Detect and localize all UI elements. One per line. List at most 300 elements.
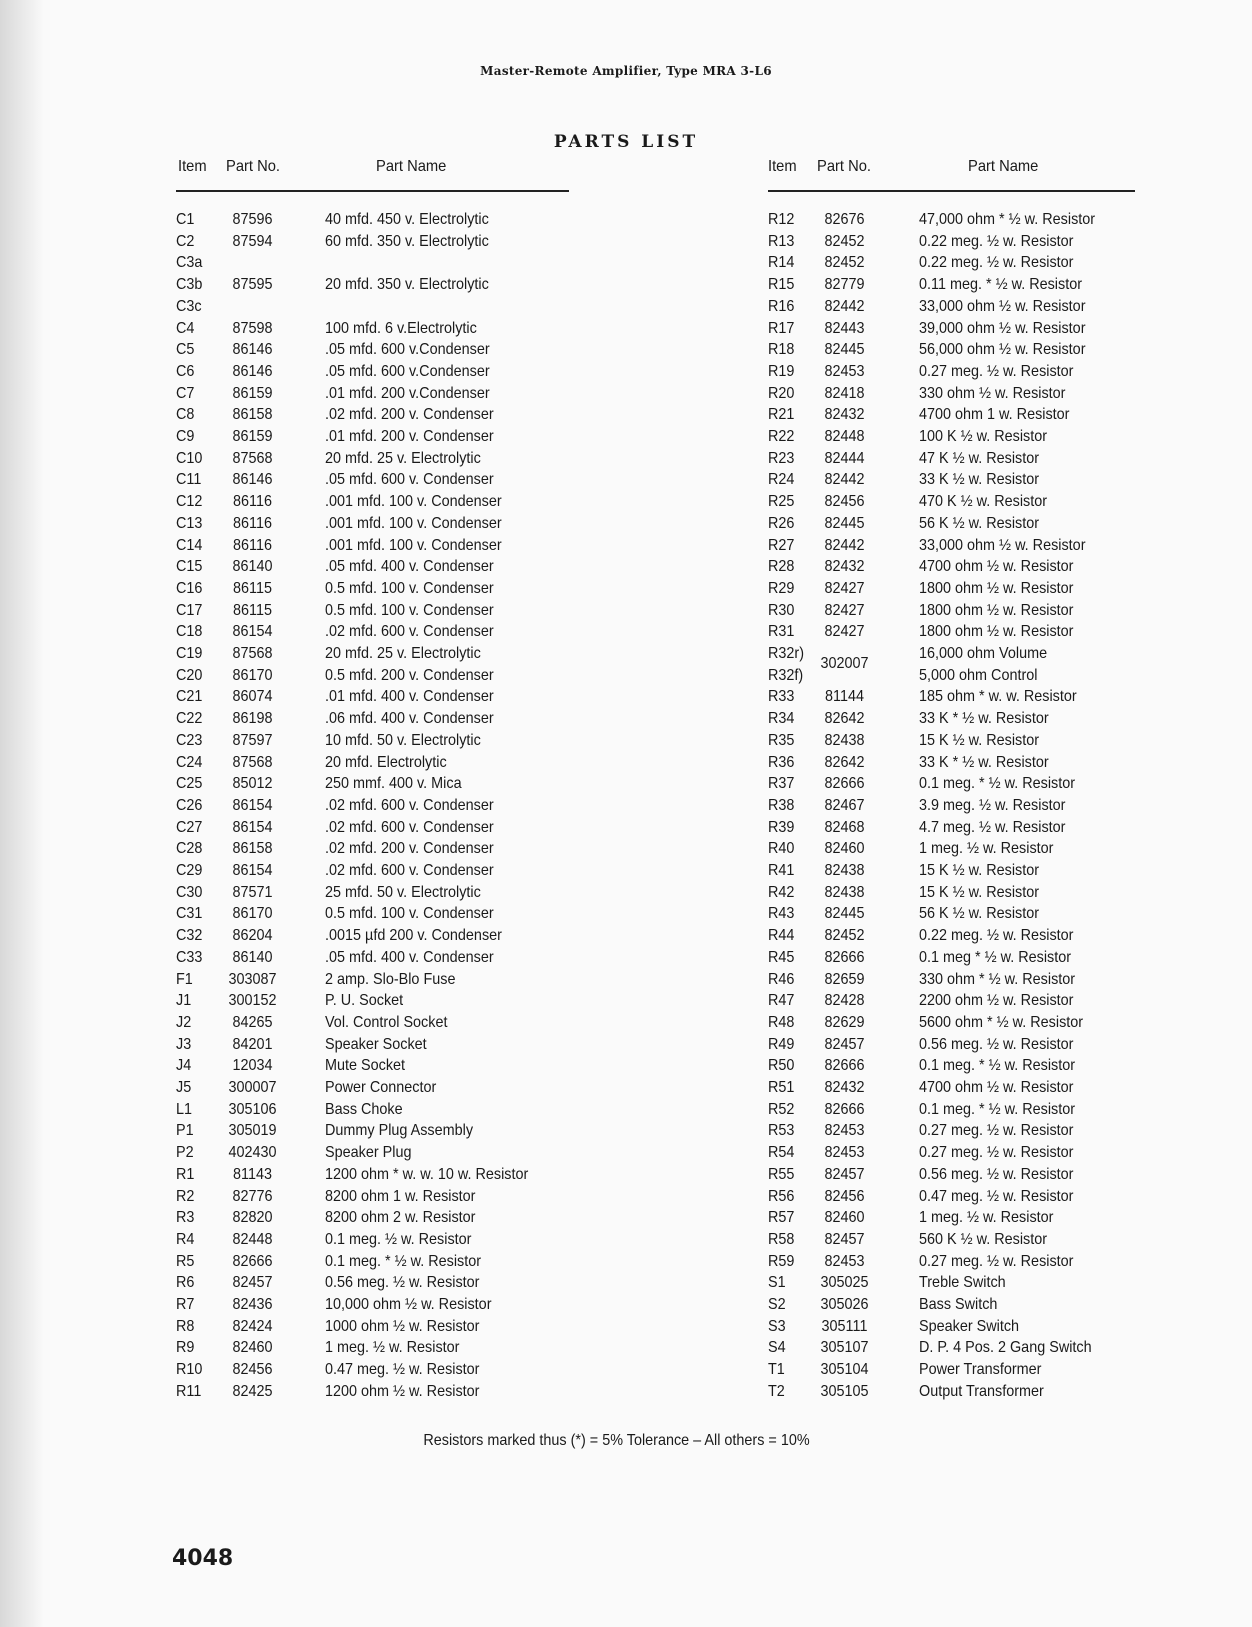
part-name: 1000 ohm ½ w. Resistor (325, 1317, 480, 1335)
item-code: J1 (176, 992, 192, 1010)
part-number: 86116 (233, 514, 272, 532)
part-name: 0.27 meg. ½ w. Resistor (919, 1252, 1074, 1270)
part-name: 0.27 meg. ½ w. Resistor (919, 1144, 1074, 1162)
part-number: 82779 (824, 276, 865, 294)
document-title: PARTS LIST (553, 132, 699, 152)
part-name: 330 ohm ½ w. Resistor (919, 384, 1066, 402)
part-number: 86146 (232, 471, 273, 489)
part-number: 82666 (824, 948, 865, 966)
part-name: Power Transformer (919, 1361, 1042, 1379)
part-name: 25 mfd. 50 v. Electrolytic (325, 883, 481, 901)
part-name: 33 K * ½ w. Resistor (919, 710, 1049, 728)
item-code: R23 (768, 449, 795, 467)
item-code: R8 (176, 1317, 195, 1335)
part-number: 82428 (824, 992, 865, 1010)
part-number: 82642 (824, 710, 865, 728)
part-number: 84201 (232, 1035, 273, 1053)
part-name: 5,000 ohm Control (919, 666, 1038, 684)
part-number: 82442 (824, 471, 865, 489)
item-code: C33 (176, 948, 203, 966)
right-header-item: Item (768, 158, 797, 175)
item-code: C22 (176, 710, 203, 728)
part-name: 1200 ohm ½ w. Resistor (325, 1382, 480, 1400)
part-name: 185 ohm * w. w. Resistor (919, 688, 1077, 706)
item-code: R43 (768, 905, 795, 923)
part-number: 86198 (232, 710, 273, 728)
part-number: 82629 (824, 1013, 865, 1031)
part-name: Treble Switch (919, 1274, 1006, 1292)
item-code: R5 (176, 1252, 195, 1270)
part-name: .01 mfd. 200 v. Condenser (325, 428, 494, 445)
item-code: R27 (768, 536, 795, 554)
item-code: R24 (768, 471, 795, 489)
part-name: 15 K ½ w. Resistor (919, 862, 1040, 879)
part-number: 82456 (824, 493, 865, 511)
part-name: .02 mfd. 200 v. Condenser (325, 840, 494, 858)
part-number: 82427 (824, 623, 865, 641)
part-number: 305019 (228, 1122, 277, 1140)
part-number: 86115 (233, 579, 272, 597)
part-number: 305026 (820, 1296, 869, 1313)
part-name: 20 mfd. Electrolytic (325, 753, 447, 771)
part-name: 20 mfd. 350 v. Electrolytic (325, 276, 489, 294)
part-name: 0.56 meg. ½ w. Resistor (919, 1035, 1074, 1053)
item-code: R10 (176, 1361, 203, 1379)
part-number: 82453 (824, 1252, 865, 1270)
part-name: 0.47 meg. ½ w. Resistor (919, 1187, 1074, 1205)
part-name: 470 K ½ w. Resistor (919, 493, 1048, 511)
part-name: 0.22 meg. ½ w. Resistor (919, 927, 1074, 945)
part-number: 87595 (232, 276, 273, 294)
item-code: J3 (176, 1035, 192, 1053)
item-code: S2 (768, 1296, 786, 1313)
part-name: 20 mfd. 25 v. Electrolytic (325, 449, 481, 467)
item-code: R31 (768, 623, 795, 641)
part-name: 5600 ohm * ½ w. Resistor (919, 1013, 1084, 1031)
item-code: R28 (768, 558, 795, 576)
part-name: .0015 µfd 200 v. Condenser (325, 927, 502, 945)
item-code: C13 (176, 514, 203, 532)
part-name: 0.56 meg. ½ w. Resistor (919, 1165, 1074, 1183)
part-name: 56 K ½ w. Resistor (919, 514, 1040, 532)
part-name: Bass Choke (325, 1100, 403, 1118)
scan-edge-shadow (0, 0, 44, 1627)
item-code: R42 (768, 883, 795, 901)
part-number: 82666 (824, 1057, 865, 1075)
part-number: 86146 (232, 341, 273, 359)
part-name: 100 K ½ w. Resistor (919, 428, 1048, 445)
item-code: R21 (768, 406, 795, 424)
part-name: .05 mfd. 600 v.Condenser (325, 341, 490, 359)
part-name: 56,000 ohm ½ w. Resistor (919, 341, 1086, 359)
part-name: .01 mfd. 400 v. Condenser (325, 688, 494, 706)
part-number: 305105 (820, 1382, 869, 1400)
item-code: C18 (176, 623, 203, 641)
part-number: 82820 (232, 1209, 273, 1227)
part-name: 33,000 ohm ½ w. Resistor (919, 297, 1086, 315)
part-name: Speaker Socket (325, 1035, 427, 1053)
part-number: 305025 (820, 1274, 869, 1292)
item-code: R13 (768, 232, 795, 250)
item-code: C4 (176, 319, 195, 337)
item-code: R54 (768, 1144, 795, 1162)
part-number: 86154 (232, 623, 273, 641)
item-code: C3c (176, 297, 202, 315)
item-code: R20 (768, 384, 795, 402)
part-number: 82452 (824, 254, 865, 272)
part-name: .02 mfd. 200 v. Condenser (325, 406, 494, 424)
part-number: 87597 (232, 731, 273, 749)
left-header-rule (176, 190, 569, 192)
item-code: R37 (768, 775, 795, 793)
item-code: C10 (176, 449, 203, 467)
part-name: 1 meg. ½ w. Resistor (919, 840, 1054, 858)
item-code: S1 (768, 1274, 786, 1292)
part-number: 86116 (233, 536, 272, 554)
part-name: .02 mfd. 600 v. Condenser (325, 818, 494, 836)
part-name: 250 mmf. 400 v. Mica (325, 775, 462, 793)
item-code: C32 (176, 927, 203, 945)
item-code: R33 (768, 688, 795, 706)
item-code: R26 (768, 514, 795, 532)
item-code: R29 (768, 579, 795, 597)
part-number: 87594 (232, 232, 273, 250)
part-number: 82424 (232, 1317, 273, 1335)
item-code: R53 (768, 1122, 795, 1140)
part-number: 82460 (824, 840, 865, 858)
part-number: 82666 (232, 1252, 273, 1270)
item-code: R59 (768, 1252, 795, 1270)
part-name: 16,000 ohm Volume (919, 645, 1048, 662)
item-code: J5 (176, 1079, 192, 1096)
part-name: Speaker Plug (325, 1144, 412, 1162)
part-number: 86154 (232, 862, 273, 879)
item-code: C3b (176, 276, 203, 294)
part-name: 8200 ohm 1 w. Resistor (325, 1187, 476, 1205)
part-number: 82444 (824, 449, 865, 467)
part-number: 86154 (232, 818, 273, 836)
item-code: R51 (768, 1079, 795, 1096)
item-code: R52 (768, 1100, 795, 1118)
part-name: 1800 ohm ½ w. Resistor (919, 601, 1074, 619)
item-code: R34 (768, 710, 795, 728)
part-name: .02 mfd. 600 v. Condenser (325, 623, 494, 641)
part-name: 10,000 ohm ½ w. Resistor (325, 1296, 492, 1313)
part-number: 305104 (820, 1361, 869, 1379)
item-code: R41 (768, 862, 795, 879)
part-number: 82418 (824, 384, 865, 402)
part-number: 86154 (232, 796, 273, 814)
part-name: 0.47 meg. ½ w. Resistor (325, 1361, 480, 1379)
part-name: .05 mfd. 400 v. Condenser (325, 948, 494, 966)
item-code: S4 (768, 1339, 786, 1357)
item-code: P2 (176, 1144, 194, 1162)
part-number: 82448 (824, 428, 865, 445)
item-code: R47 (768, 992, 795, 1010)
item-code: R35 (768, 731, 795, 749)
part-name: 0.27 meg. ½ w. Resistor (919, 362, 1074, 380)
part-name: 3.9 meg. ½ w. Resistor (919, 796, 1066, 814)
part-name: 15 K ½ w. Resistor (919, 731, 1040, 749)
part-name: 0.5 mfd. 100 v. Condenser (325, 579, 494, 597)
part-number: 86140 (232, 948, 273, 966)
part-name: Power Connector (325, 1079, 437, 1096)
part-number: 82776 (232, 1187, 273, 1205)
part-number: 82432 (824, 1079, 865, 1096)
part-name: 560 K ½ w. Resistor (919, 1230, 1048, 1248)
part-number: 82453 (824, 1122, 865, 1140)
item-code: C6 (176, 362, 195, 380)
page-number: 4048 (172, 1546, 234, 1571)
item-code: R11 (176, 1382, 202, 1400)
part-name: 2200 ohm ½ w. Resistor (919, 992, 1074, 1010)
part-number: 82432 (824, 558, 865, 576)
part-number: 82676 (824, 211, 865, 228)
part-name: 1 meg. ½ w. Resistor (919, 1209, 1054, 1227)
item-code: R12 (768, 211, 795, 228)
part-name: 0.5 mfd. 200 v. Condenser (325, 666, 494, 684)
item-code: C19 (176, 645, 203, 662)
part-number: 82443 (824, 319, 865, 337)
part-number: 86204 (232, 927, 273, 945)
part-number: 82457 (824, 1165, 865, 1183)
item-code: R50 (768, 1057, 795, 1075)
part-name: 0.1 meg. * ½ w. Resistor (919, 775, 1076, 793)
item-code: J2 (176, 1013, 192, 1031)
part-number: 86115 (233, 601, 272, 619)
item-code: C9 (176, 428, 195, 445)
part-name: .001 mfd. 100 v. Condenser (325, 536, 502, 554)
item-code: L1 (176, 1100, 193, 1118)
item-code: R55 (768, 1165, 795, 1183)
part-name: 60 mfd. 350 v. Electrolytic (325, 232, 489, 250)
part-name: Mute Socket (325, 1057, 406, 1075)
part-number: 86146 (232, 362, 273, 380)
part-name: Vol. Control Socket (325, 1013, 448, 1031)
item-code: T1 (768, 1361, 785, 1379)
part-number: 303087 (228, 970, 277, 988)
item-code: C3a (176, 254, 203, 272)
item-code: R18 (768, 341, 795, 359)
item-code: C2 (176, 232, 195, 250)
part-name: Output Transformer (919, 1382, 1044, 1400)
part-name: 33,000 ohm ½ w. Resistor (919, 536, 1086, 554)
part-name: 56 K ½ w. Resistor (919, 905, 1040, 923)
part-name: .02 mfd. 600 v. Condenser (325, 796, 494, 814)
item-code: C20 (176, 666, 203, 684)
left-header-item: Item (178, 158, 207, 175)
item-code: R39 (768, 818, 795, 836)
part-number: 82456 (824, 1187, 865, 1205)
item-code: C31 (176, 905, 203, 923)
document-subtitle: Master-Remote Amplifier, Type MRA 3-L6 (480, 64, 772, 78)
part-name: 40 mfd. 450 v. Electrolytic (325, 211, 489, 228)
part-number: 87596 (232, 211, 273, 228)
part-number: 82666 (824, 1100, 865, 1118)
part-number: 87571 (232, 883, 273, 901)
item-code: R22 (768, 428, 795, 445)
item-code: R57 (768, 1209, 795, 1227)
item-code: P1 (176, 1122, 194, 1140)
item-code: R2 (176, 1187, 195, 1205)
right-header-rule (768, 190, 1135, 192)
part-name: P. U. Socket (325, 992, 404, 1010)
part-number: 82436 (232, 1296, 273, 1313)
part-name: 330 ohm * ½ w. Resistor (919, 970, 1076, 988)
item-code: J4 (176, 1057, 192, 1075)
item-code: C11 (176, 471, 202, 489)
item-code: R45 (768, 948, 795, 966)
item-code: C1 (176, 211, 195, 228)
part-name: Dummy Plug Assembly (325, 1122, 474, 1140)
part-number: 82460 (232, 1339, 273, 1357)
part-number: 82453 (824, 1144, 865, 1162)
part-name: 47 K ½ w. Resistor (919, 449, 1040, 467)
part-number: 82445 (824, 341, 865, 359)
left-header-part-name: Part Name (376, 158, 447, 175)
part-name: 33 K * ½ w. Resistor (919, 753, 1049, 771)
part-number: 82666 (824, 775, 865, 793)
part-number: 81143 (233, 1165, 272, 1183)
item-code: C7 (176, 384, 195, 402)
part-name: 0.1 meg. * ½ w. Resistor (919, 1100, 1076, 1118)
item-code: R15 (768, 276, 795, 294)
part-number: 82452 (824, 927, 865, 945)
item-code: R19 (768, 362, 795, 380)
item-code: R46 (768, 970, 795, 988)
part-name: 0.1 meg. * ½ w. Resistor (325, 1252, 482, 1270)
item-code: C24 (176, 753, 203, 771)
item-code: C23 (176, 731, 203, 749)
part-number: 87598 (232, 319, 273, 337)
part-number: 82467 (824, 796, 865, 814)
item-code: R30 (768, 601, 795, 619)
part-number: 87568 (232, 449, 273, 467)
item-code: C15 (176, 558, 203, 576)
part-name: 1 meg. ½ w. Resistor (325, 1339, 460, 1357)
item-code: R1 (176, 1165, 195, 1183)
part-number: 82445 (824, 514, 865, 532)
part-name: 0.5 mfd. 100 v. Condenser (325, 905, 494, 923)
part-name: Speaker Switch (919, 1317, 1020, 1335)
part-number: 86170 (232, 666, 273, 684)
part-number: 82442 (824, 536, 865, 554)
part-name: 0.1 meg. ½ w. Resistor (325, 1230, 472, 1248)
item-code: R56 (768, 1187, 795, 1205)
part-name: .001 mfd. 100 v. Condenser (325, 514, 502, 532)
item-code: C8 (176, 406, 195, 424)
item-code: R25 (768, 493, 795, 511)
part-name: .06 mfd. 400 v. Condenser (325, 710, 494, 728)
part-number: 82457 (824, 1230, 865, 1248)
part-number: 402430 (228, 1144, 277, 1162)
part-number: 86074 (232, 688, 273, 706)
item-code: R38 (768, 796, 795, 814)
item-code: R44 (768, 927, 795, 945)
item-code: R40 (768, 840, 795, 858)
item-code: R9 (176, 1339, 195, 1357)
part-number: 12034 (232, 1057, 273, 1075)
part-name: Bass Switch (919, 1296, 998, 1313)
part-name: 0.1 meg * ½ w. Resistor (919, 948, 1072, 966)
tolerance-note: Resistors marked thus (*) = 5% Tolerance – All others = 10% (423, 1432, 810, 1449)
part-name: 1800 ohm ½ w. Resistor (919, 579, 1074, 597)
part-number: 305107 (820, 1339, 869, 1357)
part-name: 47,000 ohm * ½ w. Resistor (919, 211, 1096, 228)
part-number: 84265 (232, 1013, 273, 1031)
item-code: C30 (176, 883, 203, 901)
part-name: 15 K ½ w. Resistor (919, 883, 1040, 901)
part-name: 2 amp. Slo-Blo Fuse (325, 970, 456, 988)
part-name: 4.7 meg. ½ w. Resistor (919, 818, 1066, 836)
part-name: .05 mfd. 600 v. Condenser (325, 471, 494, 489)
item-code: C21 (176, 688, 203, 706)
right-header-part-no: Part No. (817, 158, 871, 175)
part-number: 86158 (232, 840, 273, 858)
part-name: 1200 ohm * w. w. 10 w. Resistor (325, 1165, 529, 1183)
item-code: C17 (176, 601, 203, 619)
item-code: R6 (176, 1274, 195, 1292)
item-code: C14 (176, 536, 203, 554)
part-name: 10 mfd. 50 v. Electrolytic (325, 731, 481, 749)
item-code: R7 (176, 1296, 195, 1313)
part-number: 82432 (824, 406, 865, 424)
part-number: 82425 (232, 1382, 273, 1400)
part-number: 86116 (233, 493, 272, 511)
part-number: 82438 (824, 862, 865, 879)
part-number: 305111 (821, 1317, 868, 1335)
part-name: 0.56 meg. ½ w. Resistor (325, 1274, 480, 1292)
left-header-part-no: Part No. (226, 158, 280, 175)
part-number: 82438 (824, 883, 865, 901)
part-name: 0.1 meg. * ½ w. Resistor (919, 1057, 1076, 1075)
part-name: 0.27 meg. ½ w. Resistor (919, 1122, 1074, 1140)
part-number: 82659 (824, 970, 865, 988)
part-name: 0.5 mfd. 100 v. Condenser (325, 601, 494, 619)
part-name: 0.11 meg. * ½ w. Resistor (919, 276, 1083, 294)
item-code: C29 (176, 862, 203, 879)
part-number: 82456 (232, 1361, 273, 1379)
part-name: .05 mfd. 600 v.Condenser (325, 362, 490, 380)
part-number: 87568 (232, 645, 273, 662)
part-number: 302007 (820, 655, 869, 672)
part-name: D. P. 4 Pos. 2 Gang Switch (919, 1339, 1092, 1357)
item-code: R16 (768, 297, 795, 315)
part-name: 100 mfd. 6 v.Electrolytic (325, 319, 477, 337)
part-name: .01 mfd. 200 v.Condenser (325, 384, 490, 402)
item-code: C27 (176, 818, 203, 836)
part-number: 82442 (824, 297, 865, 315)
item-code: C12 (176, 493, 203, 511)
part-number: 82468 (824, 818, 865, 836)
item-code: R49 (768, 1035, 795, 1053)
part-number: 82457 (232, 1274, 273, 1292)
part-number: 85012 (232, 775, 273, 793)
item-code: C25 (176, 775, 203, 793)
item-code: R4 (176, 1230, 195, 1248)
part-name: 20 mfd. 25 v. Electrolytic (325, 645, 481, 662)
part-number: 86159 (232, 384, 273, 402)
part-name: .05 mfd. 400 v. Condenser (325, 558, 494, 576)
part-number: 82448 (232, 1230, 273, 1248)
part-number: 300152 (228, 992, 277, 1010)
part-number: 82453 (824, 362, 865, 380)
part-number: 86170 (232, 905, 273, 923)
item-code: R3 (176, 1209, 195, 1227)
part-number: 82445 (824, 905, 865, 923)
part-name: 8200 ohm 2 w. Resistor (325, 1209, 476, 1227)
part-number: 81144 (825, 688, 864, 706)
